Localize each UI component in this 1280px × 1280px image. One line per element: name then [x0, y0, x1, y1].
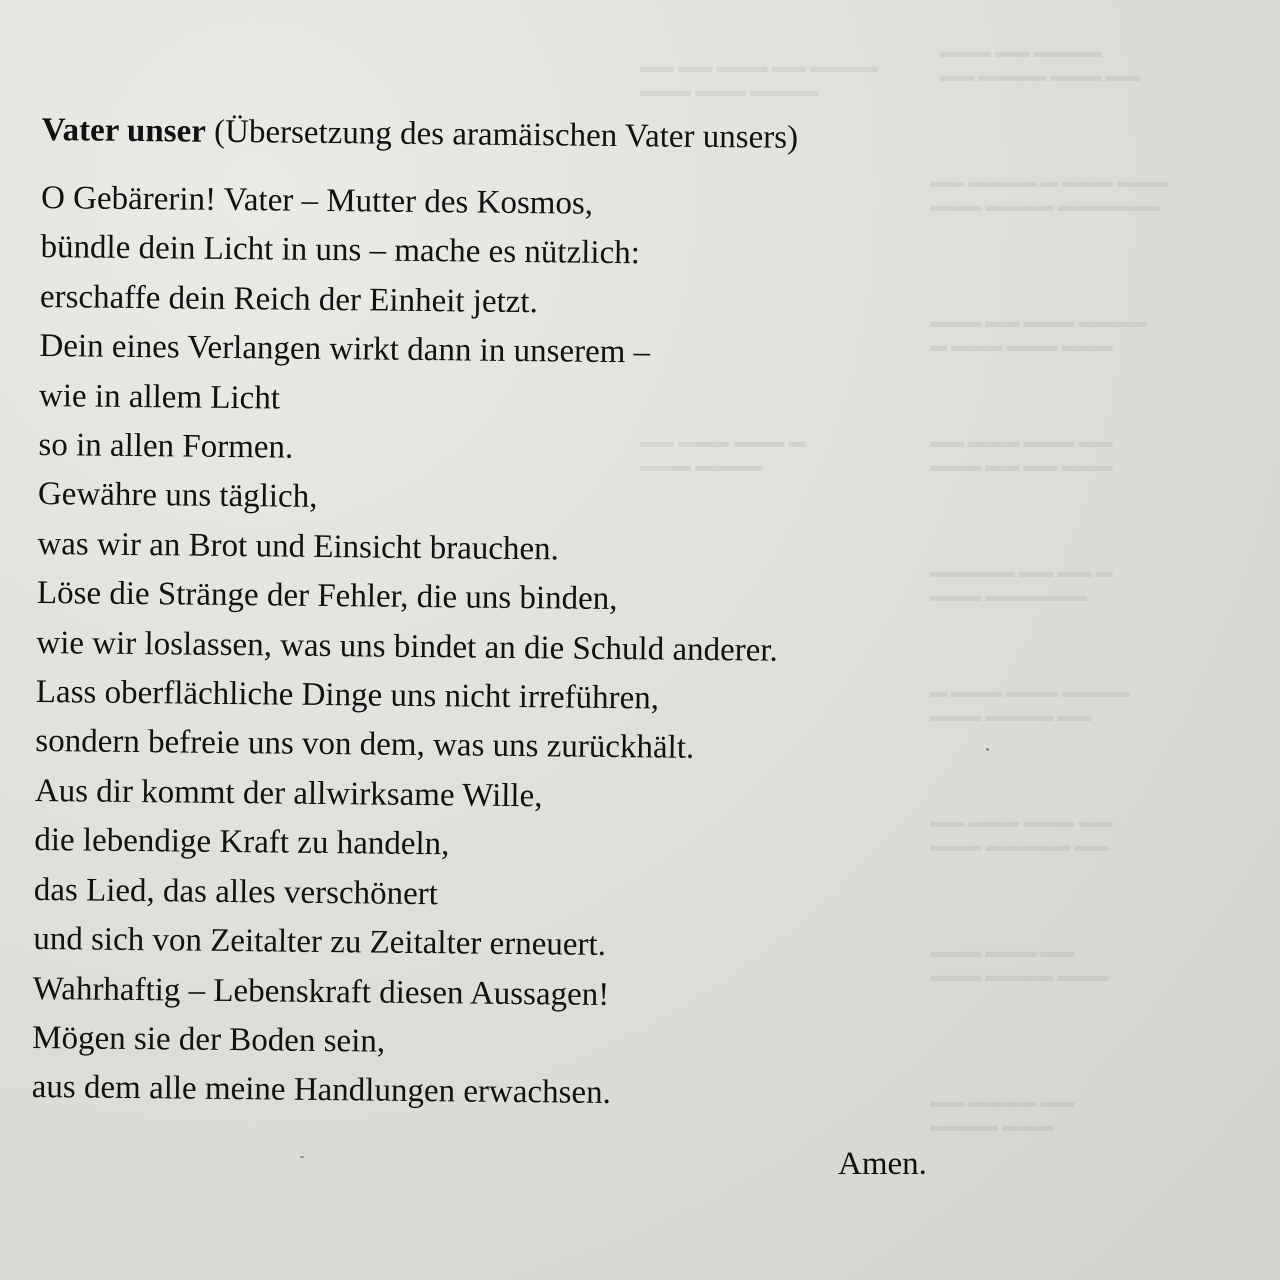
- poem-line: was wir an Brot und Einsicht brauchen.: [37, 525, 560, 568]
- show-through-text: ▬▬ ▬▬▬▬ ▬ ▬▬▬ ▬▬▬ ▬▬▬ ▬▬▬▬ ▬▬▬▬▬▬: [930, 172, 1168, 215]
- poem-line: Mögen sie der Boden sein,: [32, 1019, 386, 1060]
- poem-heading: [42, 108, 1142, 164]
- poem-line: aus dem alle meine Handlungen erwachsen.: [31, 1069, 612, 1112]
- poem-line: und sich von Zeitalter zu Zeitalter erneuert.: [33, 921, 607, 964]
- poem-lines: [31, 174, 1141, 1124]
- poem-line: Aus dir kommt der allwirksame Wille,: [34, 772, 543, 815]
- poem-line: O Gebärerin! Vater – Mutter des Kosmos,: [40, 179, 594, 222]
- show-through-text: ▬▬ ▬▬▬▬ ▬▬ ▬▬▬▬ ▬▬▬: [930, 1092, 1075, 1135]
- poem-line: erschaffe dein Reich der Einheit jetzt.: [39, 278, 539, 321]
- poem-line: sondern befreie uns von dem, was uns zurückhält.: [35, 723, 695, 767]
- poem-line: die lebendige Kraft zu handeln,: [34, 822, 450, 863]
- show-through-text: ▬▬ ▬▬▬ ▬▬▬ ▬▬ ▬▬▬ ▬▬▬▬▬ ▬▬: [930, 812, 1113, 855]
- poem-line: Gewähre uns täglich,: [37, 476, 318, 516]
- poem-line: Löse die Stränge der Fehler, die uns binden,: [36, 575, 618, 618]
- closing-amen: Amen.: [838, 1146, 927, 1182]
- show-through-text: ▬▬▬▬▬ ▬▬ ▬▬ ▬ ▬▬▬ ▬▬▬▬▬▬: [930, 562, 1113, 605]
- poem-line: Lass oberflächliche Dinge uns nicht irreführen,: [35, 674, 660, 717]
- poem-block: [31, 108, 1141, 1124]
- show-through-text: ▬▬▬ ▬▬ ▬▬▬▬ ▬▬ ▬▬▬▬ ▬▬▬ ▬▬: [940, 42, 1140, 85]
- paper-speck: [986, 748, 989, 751]
- show-through-text: ▬▬▬ ▬▬ ▬▬▬ ▬▬▬▬ ▬ ▬▬▬ ▬▬▬ ▬▬▬: [930, 312, 1147, 355]
- show-through-text: ▬▬ ▬▬ ▬▬▬ ▬▬ ▬▬▬▬ ▬▬▬ ▬▬▬ ▬▬▬▬: [640, 57, 878, 100]
- poem-line: bündle dein Licht in uns – mache es nützlich:: [40, 229, 641, 272]
- poem-subtitle: (Übersetzung des aramäischen Vater unsers): [205, 113, 799, 156]
- poem-line: das Lied, das alles verschönert: [33, 871, 439, 912]
- show-through-text: ▬ ▬▬▬ ▬▬▬ ▬▬▬▬ ▬▬▬ ▬▬▬▬ ▬▬: [930, 682, 1130, 725]
- poem-line: Wahrhaftig – Lebenskraft diesen Aussagen!: [32, 970, 610, 1013]
- poem-line: Dein eines Verlangen wirkt dann in unserem –: [39, 328, 651, 371]
- show-through-text: ▬▬ ▬▬▬ ▬▬▬ ▬▬ ▬▬▬ ▬▬ ▬▬ ▬▬▬: [930, 432, 1113, 475]
- show-through-text: ▬▬▬ ▬▬▬ ▬▬ ▬▬▬ ▬▬▬▬ ▬▬▬: [930, 942, 1109, 985]
- poem-line: wie in allem Licht: [38, 377, 281, 417]
- show-through-text: ▬▬ ▬▬▬ ▬▬▬ ▬ ▬▬▬ ▬▬▬▬: [640, 432, 806, 475]
- poem-line: so in allen Formen.: [38, 427, 294, 466]
- poem-line: wie wir loslassen, was uns bindet an die Schuld anderer.: [36, 624, 778, 669]
- paper-speck: [300, 1156, 304, 1158]
- poem-title: Vater unser: [41, 111, 207, 150]
